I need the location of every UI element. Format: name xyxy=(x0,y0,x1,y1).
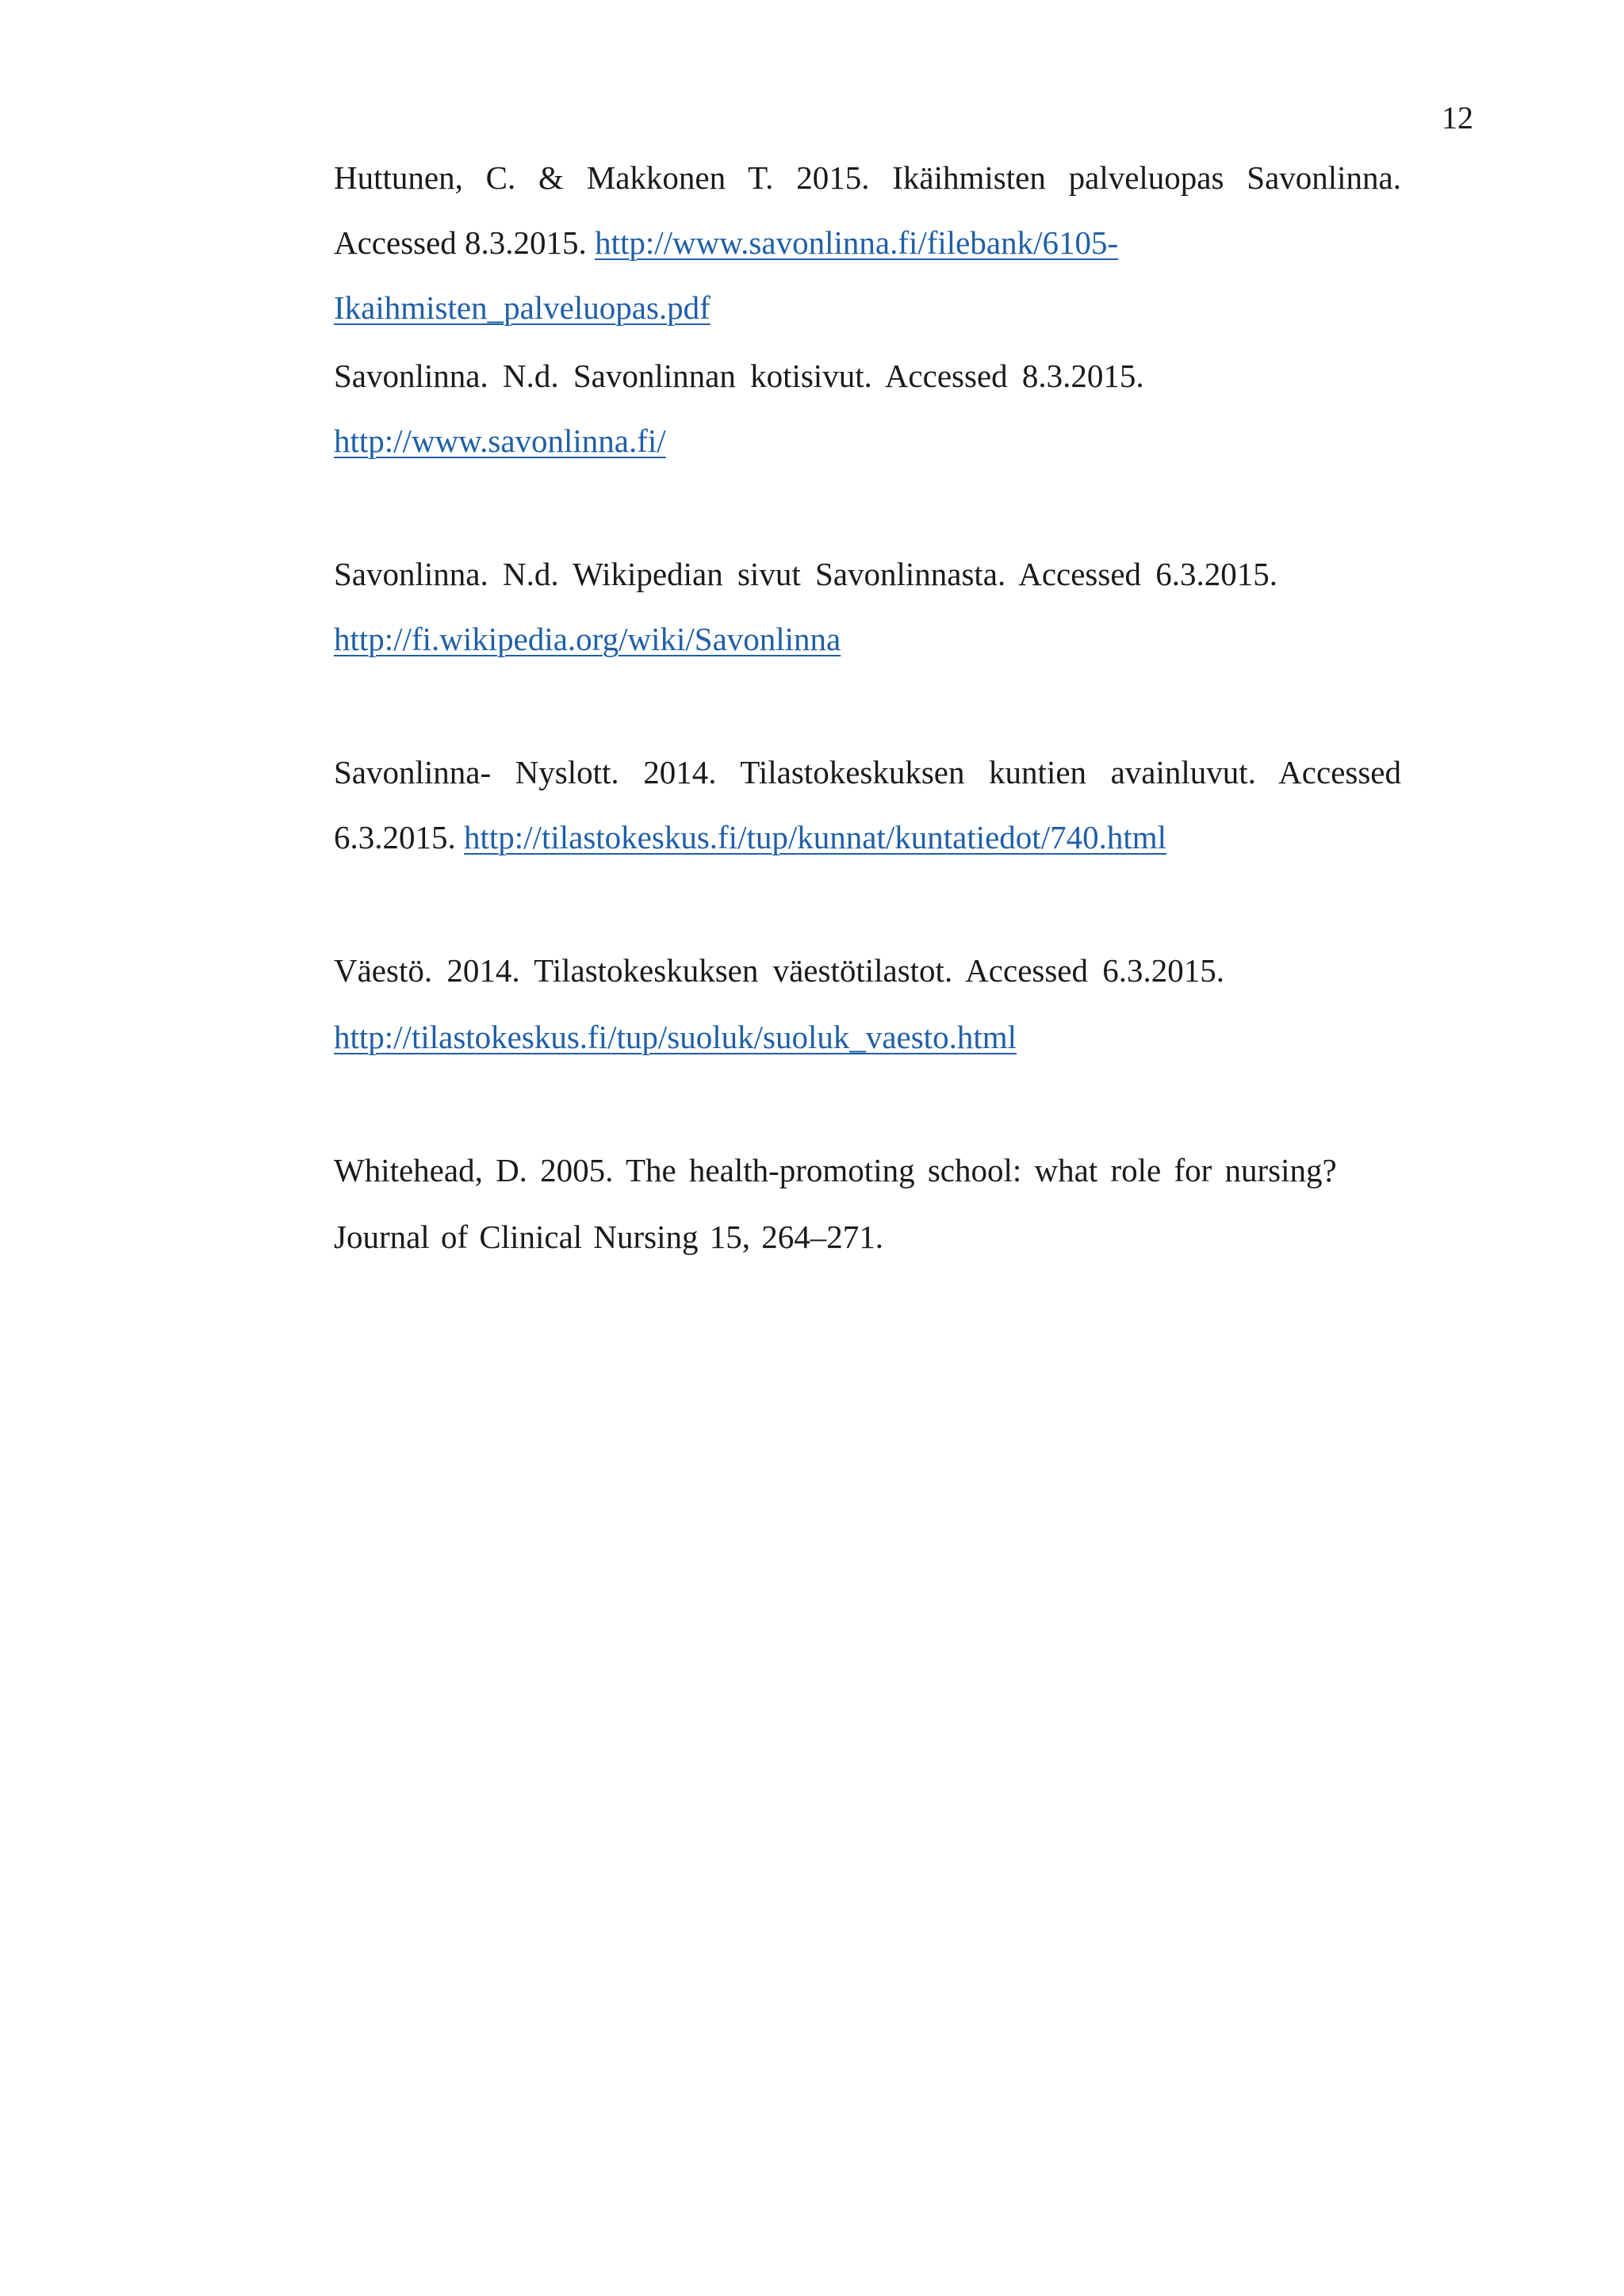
reference-whitehead-line1: Whitehead, D. 2005. The health-promoting school: what role for nursing? xyxy=(334,1152,1337,1188)
reference-whitehead-line2: Journal of Clinical Nursing 15, 264–271. xyxy=(334,1219,884,1255)
reference-savonlinna-kotisivut-link[interactable]: http://www.savonlinna.fi/ xyxy=(334,423,666,459)
reference-savonlinna-wikipedia-line1: Savonlinna. N.d. Wikipedian sivut Savonlinnasta. Accessed 6.3.2015. xyxy=(334,556,1278,592)
reference-vaesto-line1: Väestö. 2014. Tilastokeskuksen väestötilastot. Accessed 6.3.2015. xyxy=(334,952,1224,989)
reference-huttunen-link[interactable]: http://www.savonlinna.fi/filebank/6105- xyxy=(595,224,1119,261)
page-number: 12 xyxy=(1442,100,1473,136)
reference-huttunen-accessed: Accessed 8.3.2015. xyxy=(334,224,596,261)
reference-huttunen-link-continued[interactable]: Ikaihmisten_palveluopas.pdf xyxy=(334,289,710,326)
reference-nyslott-accessed: 6.3.2015. xyxy=(334,819,464,855)
reference-huttunen-line3 xyxy=(334,287,710,328)
reference-nyslott-line2 xyxy=(334,817,1166,858)
reference-nyslott-line1: Savonlinna- Nyslott. 2014. Tilastokeskuksen kuntien avainluvut. Accessed xyxy=(334,754,1401,790)
reference-savonlinna-wikipedia-link[interactable]: http://fi.wikipedia.org/wiki/Savonlinna xyxy=(334,621,841,657)
reference-huttunen-line2 xyxy=(334,222,1118,263)
reference-savonlinna-wikipedia-line2 xyxy=(334,618,841,660)
reference-vaesto-link[interactable]: http://tilastokeskus.fi/tup/suoluk/suoluk_vaesto.html xyxy=(334,1019,1017,1055)
reference-savonlinna-kotisivut-line1: Savonlinna. N.d. Savonlinnan kotisivut. Accessed 8.3.2015. xyxy=(334,358,1144,394)
reference-huttunen-line1: Huttunen, C. & Makkonen T. 2015. Ikäihmisten palveluopas Savonlinna. xyxy=(334,159,1401,196)
reference-nyslott-link[interactable]: http://tilastokeskus.fi/tup/kunnat/kuntatiedot/740.html xyxy=(464,819,1167,855)
reference-vaesto-line2 xyxy=(334,1016,1017,1058)
reference-savonlinna-kotisivut-line2 xyxy=(334,420,666,461)
